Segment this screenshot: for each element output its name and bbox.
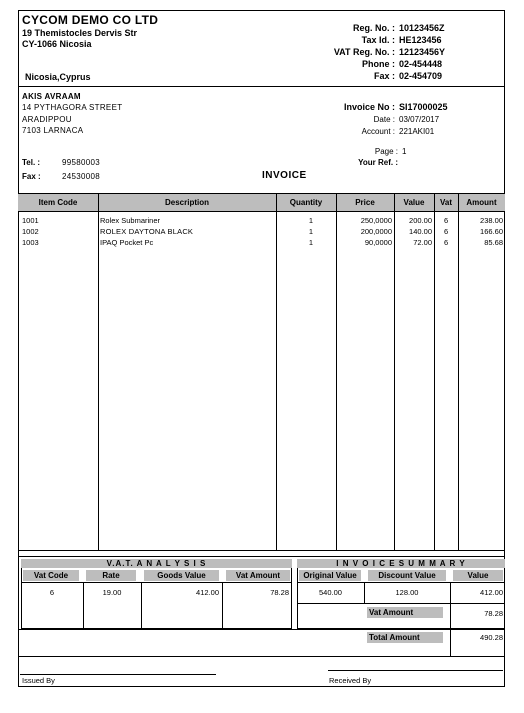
cell-item-code: 1002 xyxy=(22,227,39,236)
cell-value: 72.00 xyxy=(413,238,432,247)
summary-header-line xyxy=(297,582,505,583)
col-header-quantity: Quantity xyxy=(289,198,323,207)
total-bottom-line xyxy=(18,656,505,657)
issued-by-line xyxy=(20,674,216,675)
cell-price: 200,0000 xyxy=(360,227,392,236)
cell-value: 140.00 xyxy=(409,227,432,236)
cell-description: ROLEX DAYTONA BLACK xyxy=(100,227,194,236)
cell-description: Rolex Submariner xyxy=(100,216,161,225)
summary-cell-discount: 128.00 xyxy=(395,588,419,597)
invoice-summary-title: I N V O I C E S U M M A R Y xyxy=(297,559,505,568)
vat-cell-vat-amount: 78.28 xyxy=(270,588,289,597)
company-id-row xyxy=(300,70,470,82)
reg-no-label: Reg. No. : xyxy=(353,23,395,33)
invoice-no-label: Invoice No : xyxy=(343,102,395,112)
customer-address-line1: 14 PYTHAGORA STREET xyxy=(22,103,123,112)
cell-value: 200.00 xyxy=(409,216,432,225)
vat-cell-rate: 19.00 xyxy=(102,588,122,597)
col-header-vat: Vat xyxy=(439,198,452,207)
company-id-row xyxy=(300,34,470,46)
cell-vat: 6 xyxy=(444,238,449,247)
vat-reg-label: VAT Reg. No. : xyxy=(333,47,395,57)
vat-cell-goods: 412.00 xyxy=(196,588,219,597)
cell-quantity: 1 xyxy=(308,216,313,225)
received-by-label: Received By xyxy=(329,676,372,685)
vat-analysis-title: V.A.T. A N A L Y S I S xyxy=(21,559,292,568)
invoice-no-value: SI17000025 xyxy=(399,102,448,112)
customer-tel-label: Tel. : xyxy=(22,158,41,167)
col-header-amount: Amount xyxy=(466,198,497,207)
date-label: Date : xyxy=(373,114,395,124)
cell-vat: 6 xyxy=(444,216,449,225)
invoice-info xyxy=(300,101,470,137)
cell-description: IPAQ Pocket Pc xyxy=(100,238,154,247)
col-header-item-code: Item Code xyxy=(38,198,78,207)
vat-col-header-code: Vat Code xyxy=(23,570,79,581)
company-name: CYCOM DEMO CO LTD xyxy=(22,13,159,27)
customer-address-line2: ARADIPPOU xyxy=(22,115,72,124)
col-divider xyxy=(98,193,99,550)
cell-amount: 85.68 xyxy=(484,238,503,247)
customer-fax-value: 24530008 xyxy=(62,172,100,181)
cell-item-code: 1003 xyxy=(22,238,39,247)
company-id-row xyxy=(300,58,470,70)
company-address-line2: CY-1066 Nicosia xyxy=(22,39,92,49)
phone-label: Phone : xyxy=(362,59,395,69)
vat-reg-value: 12123456Y xyxy=(399,47,446,57)
customer-name: AKIS AVRAAM xyxy=(22,92,81,101)
page-row xyxy=(300,146,470,157)
col-header-description: Description xyxy=(164,198,209,207)
page-label: Page : xyxy=(374,147,398,156)
cell-amount: 238.00 xyxy=(480,216,503,225)
date-value: 03/07/2017 xyxy=(399,114,440,124)
col-header-price: Price xyxy=(355,198,375,207)
vat-amount-value: 78.28 xyxy=(484,609,503,618)
tax-id-label: Tax Id. : xyxy=(361,35,395,45)
customer-fax-label: Fax : xyxy=(22,172,41,181)
page-info xyxy=(300,146,470,168)
cell-quantity: 1 xyxy=(308,238,313,247)
invoice-info-row xyxy=(300,101,470,113)
vat-col-header-goods: Goods Value xyxy=(144,570,219,581)
vat-cell-code: 6 xyxy=(49,588,55,597)
document-title: INVOICE xyxy=(262,170,307,181)
total-amount-value: 490.28 xyxy=(480,633,503,642)
cell-price: 90,0000 xyxy=(364,238,392,247)
vat-amount-label: Vat Amount xyxy=(367,607,443,618)
summary-cell-original: 540.00 xyxy=(319,588,342,597)
your-ref-label: Your Ref. : xyxy=(358,158,398,167)
account-value: 221AKI01 xyxy=(399,126,435,136)
phone-value: 02-454448 xyxy=(399,59,443,69)
invoice-info-row xyxy=(300,125,470,137)
cell-vat: 6 xyxy=(444,227,449,236)
summary-col-header-original: Original Value xyxy=(299,570,361,581)
cell-item-code: 1001 xyxy=(22,216,39,225)
summary-cell-value: 412.00 xyxy=(480,588,503,597)
vat-col-header-rate: Rate xyxy=(86,570,136,581)
summary-row-line xyxy=(297,603,505,604)
vat-header-line xyxy=(21,582,292,583)
cell-quantity: 1 xyxy=(308,227,313,236)
customer-tel-value: 99580003 xyxy=(62,158,100,167)
fax-label: Fax : xyxy=(373,71,395,81)
company-ids xyxy=(300,22,470,82)
header-divider xyxy=(18,86,505,87)
total-amount-label: Total Amount xyxy=(367,632,443,643)
company-id-row xyxy=(300,22,470,34)
received-by-line xyxy=(328,670,503,671)
total-top-line xyxy=(18,629,505,630)
invoice-info-row xyxy=(300,113,470,125)
cell-price: 250,0000 xyxy=(360,216,392,225)
company-id-row xyxy=(300,46,470,58)
summary-col-header-value: Value xyxy=(453,570,503,581)
items-bottom-line xyxy=(18,550,505,551)
cell-amount: 166.60 xyxy=(480,227,503,236)
company-city: Nicosia,Cyprus xyxy=(25,72,91,82)
reg-no-value: 10123456Z xyxy=(399,23,445,33)
col-header-value: Value xyxy=(403,198,425,207)
summary-col-header-discount: Discount Value xyxy=(368,570,446,581)
company-address-line1: 19 Themistocles Dervis Str xyxy=(22,28,138,38)
issued-by-label: Issued By xyxy=(22,676,55,685)
vat-col-header-vat-amount: Vat Amount xyxy=(226,570,290,581)
col-divider xyxy=(434,193,435,550)
fax-value: 02-454709 xyxy=(399,71,443,81)
your-ref-row xyxy=(300,157,470,168)
page-value: 1 xyxy=(402,147,407,156)
totals-top-line xyxy=(18,556,505,557)
account-label: Account : xyxy=(361,126,395,136)
customer-address-line3: 7103 LARNACA xyxy=(22,126,84,135)
tax-id-value: HE123456 xyxy=(399,35,442,45)
